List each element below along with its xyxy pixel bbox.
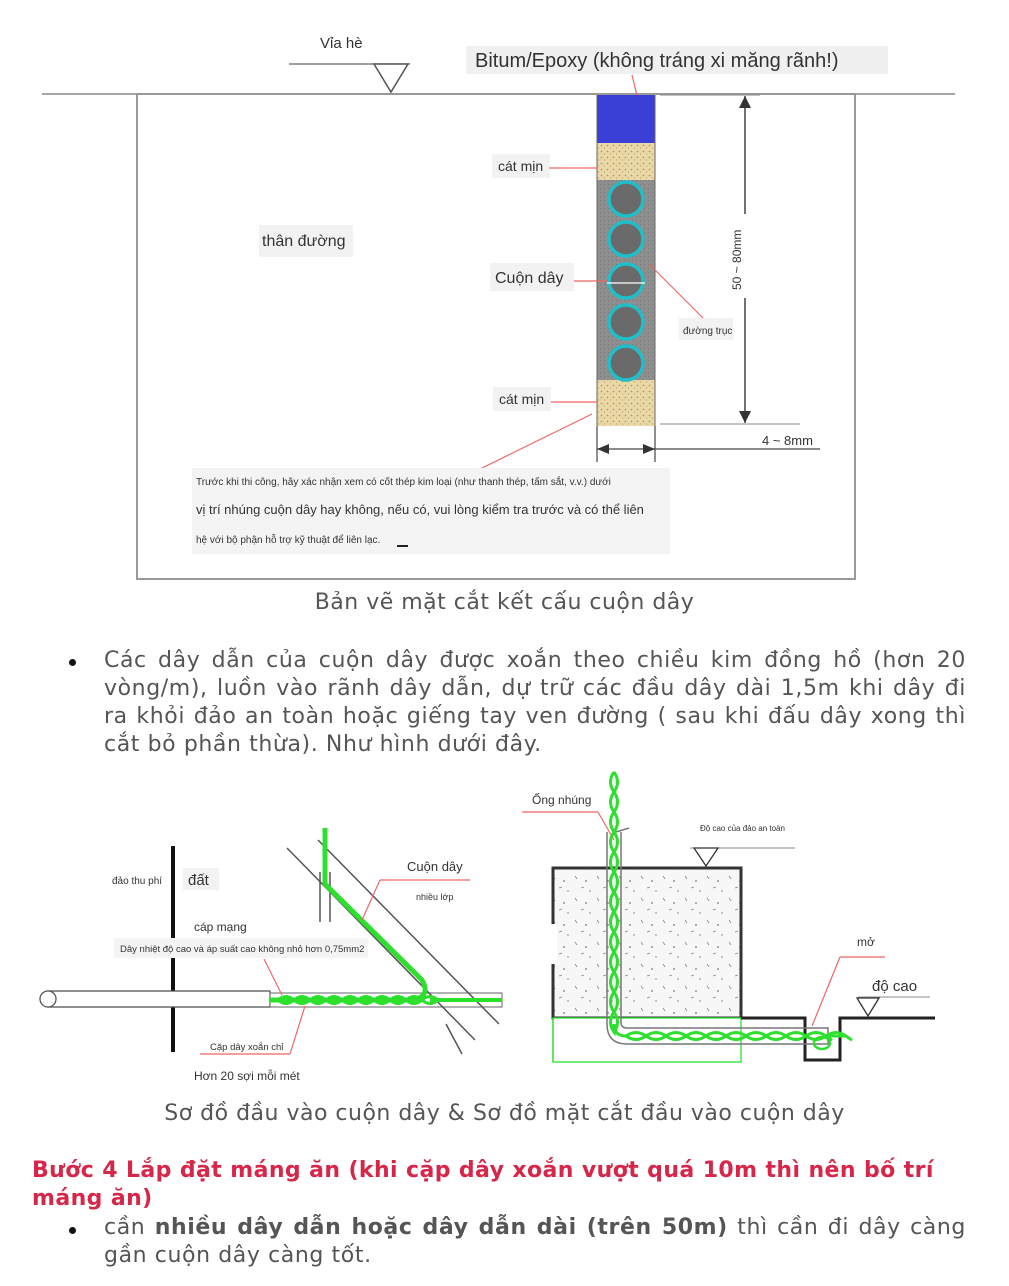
figure-2-caption: Sơ đồ đầu vào cuộn dây & Sơ đồ mặt cắt đầu vào cuộn dây <box>164 1101 845 1126</box>
sidewalk-label: Vỉa hè <box>320 35 363 52</box>
coil-inlet-diagram <box>0 762 1009 1102</box>
construction-note-line-3: hệ với bộ phận hỗ trợ kỹ thuật để liên lạc. <box>196 535 381 546</box>
coil-cross-section-diagram <box>0 0 1009 590</box>
bullet-dot <box>69 1227 76 1234</box>
network-cable-label: cáp mạng <box>194 920 247 934</box>
safety-island-block <box>553 868 741 1018</box>
epoxy-layer <box>597 95 655 143</box>
bullet-dot <box>69 659 76 666</box>
island-height-label: Độ cao của đảo an toàn <box>700 824 785 833</box>
bullet-prefix: cần <box>104 1215 155 1240</box>
open-label: mở <box>857 935 875 949</box>
bitumen-label: Bitum/Epoxy (không tráng xi măng rãnh!) <box>475 50 839 72</box>
multilayer-label: nhiều lớp <box>416 892 454 902</box>
coil-wire-circles <box>609 182 643 380</box>
construction-note-line-1: Trước khi thi công, hãy xác nhận xem có cốt thép kim loại (như thanh thép, tấm sắt, v.v.) dưới <box>196 477 611 488</box>
twisted-pair-label: Cặp dây xoắn chỉ <box>210 1042 284 1053</box>
bullet-wire-twisting: Các dây dẫn của cuộn dây được xoắn theo chiều kim đồng hồ (hơn 20 vòng/m), luồn vào rãnh dây dẫn, dự trữ các đầu dây dài 1,5m khi dây đi ra khỏi đảo an toàn hoặc giếng tay ven đường ( sau khi đấu dây xong thì cắt bỏ phần thừa). Như hình dưới đây. <box>104 648 966 757</box>
fine-sand-top-label: cát mịn <box>498 158 544 174</box>
coil-label-2: Cuộn dây <box>407 859 463 874</box>
step-4-heading: Bước 4 Lắp đặt máng ăn (khi cặp dây xoắn vượt quá 10m thì nên bố trí máng ăn) <box>32 1158 934 1211</box>
twists-per-meter-label: Hơn 20 sợi mỗi mét <box>194 1069 300 1083</box>
height-label: độ cao <box>872 978 918 995</box>
width-label: 4 ~ 8mm <box>762 433 813 448</box>
depth-label: 50 ~ 80mm <box>730 229 744 290</box>
soil-label: đất <box>188 872 209 889</box>
road-body-label: thân đường <box>262 233 346 250</box>
construction-note-line-2: vị trí nhúng cuộn dây hay không, nếu có, vui lòng kiểm tra trước và có thể liên <box>196 502 644 517</box>
fine-sand-top-layer <box>597 143 655 180</box>
axis-label: đường trục <box>683 326 733 337</box>
fine-sand-bottom-label: cát mịn <box>499 391 545 407</box>
bullet-wiring-advice <box>104 1214 966 1270</box>
figure-1-caption: Bản vẽ mặt cắt kết cấu cuộn dây <box>314 590 695 615</box>
coil-label: Cuộn dây <box>495 270 564 287</box>
fine-sand-bottom-layer <box>597 380 655 426</box>
embedded-pipe-label: Ống nhúng <box>532 793 592 807</box>
bullet-bold-text: nhiều dây dẫn hoặc dây dẫn dài (trên 50m) <box>154 1215 728 1240</box>
wire-spec-label: Dây nhiệt độ cao và áp suất cao không nhỏ hơn 0,75mm2 <box>120 944 365 955</box>
toll-island-label: đảo thu phí <box>112 876 163 887</box>
bullet-suffix: thì cần đi dây càng gần cuộn dây càng tốt. <box>104 1215 966 1268</box>
